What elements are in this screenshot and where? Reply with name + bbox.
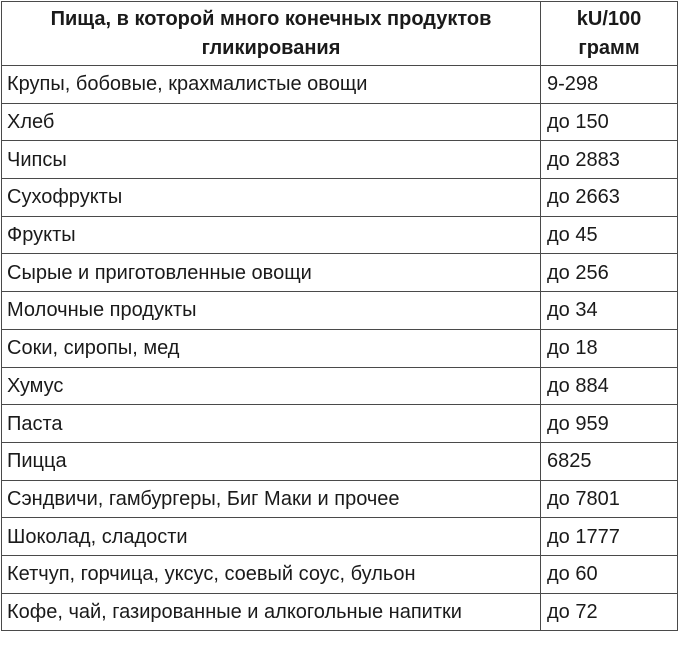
food-name-cell: Фрукты (2, 216, 541, 254)
food-name-cell: Паста (2, 405, 541, 443)
food-name-cell: Сэндвичи, гамбургеры, Биг Маки и прочее (2, 480, 541, 518)
table-row (2, 66, 678, 104)
table-row (2, 367, 678, 405)
food-name-cell: Пицца (2, 442, 541, 480)
food-name-cell: Кофе, чай, газированные и алкогольные напитки (2, 593, 541, 631)
header-food: Пища, в которой много конечных продуктов гликирования (2, 2, 541, 66)
table-row (2, 329, 678, 367)
table-row (2, 593, 678, 631)
food-name-cell: Чипсы (2, 141, 541, 179)
food-name-cell: Хлеб (2, 103, 541, 141)
table-row (2, 555, 678, 593)
table-row (2, 518, 678, 556)
ku-value-cell: до 884 (541, 367, 678, 405)
table-row (2, 103, 678, 141)
ku-value-cell: до 34 (541, 292, 678, 330)
ku-value-cell: до 72 (541, 593, 678, 631)
ku-value-cell: до 2883 (541, 141, 678, 179)
header-ku-per-100g: kU/100 грамм (541, 2, 678, 66)
food-name-cell: Соки, сиропы, мед (2, 329, 541, 367)
table-row (2, 405, 678, 443)
ku-value-cell: до 1777 (541, 518, 678, 556)
food-name-cell: Сырые и приготовленные овощи (2, 254, 541, 292)
ku-value-cell: до 7801 (541, 480, 678, 518)
table-row (2, 292, 678, 330)
ku-value-cell: до 959 (541, 405, 678, 443)
food-name-cell: Кетчуп, горчица, уксус, соевый соус, бульон (2, 555, 541, 593)
ku-value-cell: 9-298 (541, 66, 678, 104)
ku-value-cell: до 150 (541, 103, 678, 141)
table-row (2, 254, 678, 292)
ku-value-cell: до 18 (541, 329, 678, 367)
ku-value-cell: до 45 (541, 216, 678, 254)
table-row (2, 216, 678, 254)
age-foods-table (1, 1, 678, 631)
ku-value-cell: до 60 (541, 555, 678, 593)
table-row (2, 442, 678, 480)
table-row (2, 179, 678, 217)
table-header-row (2, 2, 678, 66)
table-row (2, 141, 678, 179)
ku-value-cell: до 2663 (541, 179, 678, 217)
food-name-cell: Сухофрукты (2, 179, 541, 217)
food-name-cell: Шоколад, сладости (2, 518, 541, 556)
food-name-cell: Крупы, бобовые, крахмалистые овощи (2, 66, 541, 104)
food-name-cell: Хумус (2, 367, 541, 405)
table-row (2, 480, 678, 518)
ku-value-cell: 6825 (541, 442, 678, 480)
ku-value-cell: до 256 (541, 254, 678, 292)
food-name-cell: Молочные продукты (2, 292, 541, 330)
